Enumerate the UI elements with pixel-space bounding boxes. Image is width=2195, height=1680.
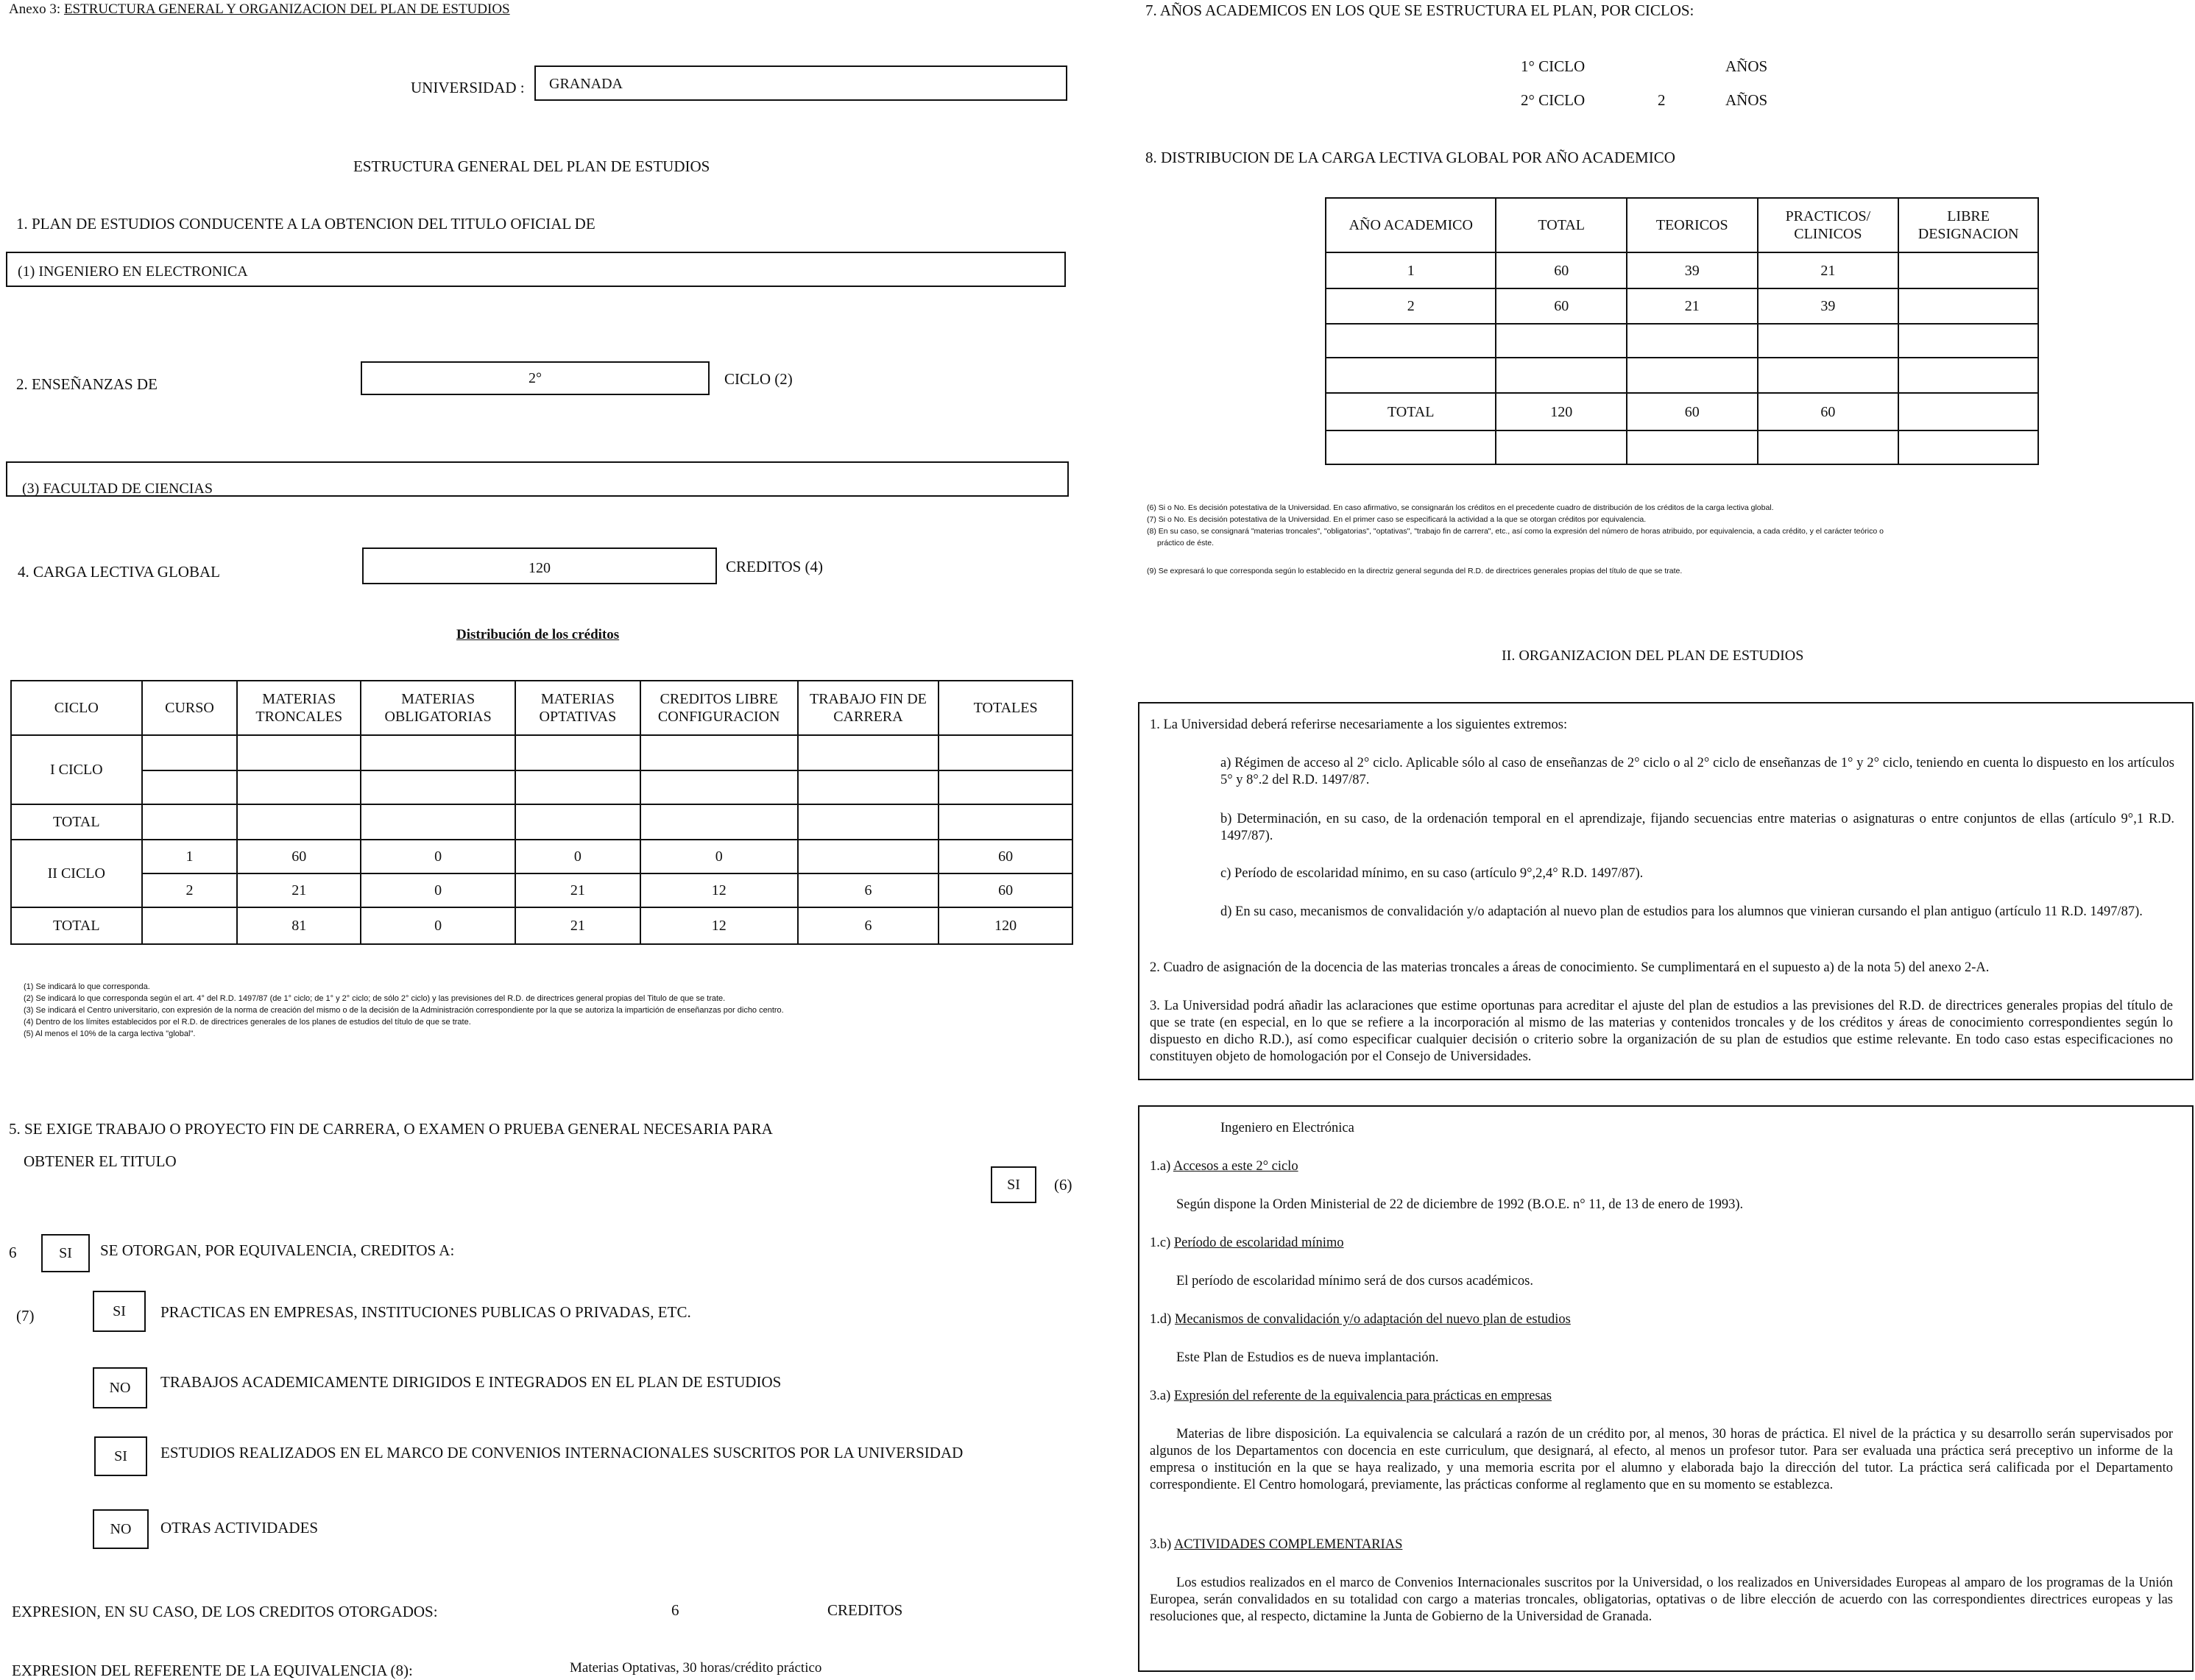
option-box-trabajos bbox=[93, 1367, 147, 1408]
cycle-field bbox=[361, 361, 710, 395]
org-item-b: b) Determinación, en su caso, de la ordenación temporal en el aprendizaje, fijando secuencias entre materias o asignaturas o entre conjuntos de ellas (artículo 9°,1 R.D. 1497/87). bbox=[1220, 812, 2174, 843]
option-box-convenios bbox=[94, 1436, 147, 1476]
table-header-row bbox=[1326, 198, 2038, 252]
footnote: (9) Se expresará lo que corresponda según lo establecido en la directriz general segunda del R.D. de directrices generales propias del título de que se trate. bbox=[1147, 567, 1683, 575]
section-number: 1.d) bbox=[1150, 1312, 1172, 1327]
cycle2-years: AÑOS bbox=[1725, 91, 1768, 109]
org-item-c: c) Período de escolaridad mínimo, en su caso (artículo 9°,2,4° R.D. 1497/87). bbox=[1220, 866, 1644, 881]
table-row bbox=[11, 873, 1072, 907]
footnote: práctico de éste. bbox=[1157, 539, 1215, 547]
table-cell: 0 bbox=[515, 840, 640, 873]
org-item-2: 2. Cuadro de asignación de la docencia de las materias troncales a áreas de conocimiento. Se cumplimentará en el supuesto a) de la nota 5) del anexo 2-A. bbox=[1150, 960, 1990, 975]
ciclo-ii-label: II CICLO bbox=[11, 840, 142, 907]
table-cell: 60 bbox=[1758, 393, 1899, 430]
section-1d-heading bbox=[1150, 1311, 1571, 1328]
org-item-3: 3. La Universidad podrá añadir las aclaraciones que estime oportunas para acreditar el ajuste del plan de estudios a las previsiones del R.D. de directrices generales propias del título de que se trate (en especial, en lo que se refiere a la incorporación al mismo de las materias y contenidos troncales y de los créditos y áreas de conocimiento correspondientes según lo dispuesto en dicho R.D.), así como especificar cualquier decisión o criterio sobre la organización de su plan de estudios que estime relevante. En todo caso estas especificaciones no constituyen objeto de homologación por el Consejo de Universidades. bbox=[1150, 999, 2173, 1064]
cycle1-label: 1° CICLO bbox=[1521, 57, 1586, 75]
university-value: GRANADA bbox=[549, 76, 623, 92]
option-text-trabajos: TRABAJOS ACADEMICAMENTE DIRIGIDOS E INTEGRADOS EN EL PLAN DE ESTUDIOS bbox=[160, 1373, 782, 1391]
final-project-field bbox=[991, 1166, 1036, 1203]
university-label: UNIVERSIDAD : bbox=[411, 79, 525, 96]
load-field bbox=[362, 547, 717, 584]
table-cell: 1 bbox=[1326, 252, 1496, 288]
table-row bbox=[11, 735, 1072, 770]
col-header: TOTALES bbox=[939, 681, 1072, 735]
table-cell bbox=[1898, 288, 2038, 324]
table-cell: 2 bbox=[142, 873, 238, 907]
section4-label: 4. CARGA LECTIVA GLOBAL bbox=[18, 563, 220, 581]
table-cell: 21 bbox=[237, 873, 361, 907]
option-value: SI bbox=[114, 1448, 127, 1464]
annex-prefix: Anexo 3: bbox=[9, 1, 61, 17]
details-title: Ingeniero en Electrónica bbox=[1220, 1121, 1354, 1135]
option-value: NO bbox=[109, 1380, 131, 1396]
section1-heading: 1. PLAN DE ESTUDIOS CONDUCENTE A LA OBTENCION DEL TITULO OFICIAL DE bbox=[16, 215, 595, 233]
org-item-d: d) En su caso, mecanismos de convalidación y/o adaptación al nuevo plan de estudios para los alumnos que vinieran cursando el plan antiguo (artículo 11 R.D. 1497/87). bbox=[1220, 904, 2143, 919]
table-row bbox=[1326, 324, 2038, 358]
structure-heading: ESTRUCTURA GENERAL DEL PLAN DE ESTUDIOS bbox=[353, 157, 710, 175]
section-title: ACTIVIDADES COMPLEMENTARIAS bbox=[1173, 1537, 1403, 1552]
table-cell: 21 bbox=[515, 873, 640, 907]
table-cell: 120 bbox=[1496, 393, 1626, 430]
col-header: MATERIAS TRONCALES bbox=[237, 681, 361, 735]
section-1a-heading bbox=[1150, 1158, 1298, 1175]
section-title: Período de escolaridad mínimo bbox=[1173, 1236, 1344, 1250]
section-number: 3.b) bbox=[1150, 1537, 1172, 1552]
load-value: 120 bbox=[529, 560, 551, 576]
total-i-label: TOTAL bbox=[11, 804, 142, 840]
option-text-practicas: PRACTICAS EN EMPRESAS, INSTITUCIONES PUBLICAS O PRIVADAS, ETC. bbox=[160, 1303, 691, 1321]
table-cell: 0 bbox=[640, 840, 798, 873]
table-header-row bbox=[11, 681, 1072, 735]
table-cell: 39 bbox=[1627, 252, 1758, 288]
equivalence-value: SI bbox=[59, 1245, 72, 1261]
option-value: NO bbox=[110, 1521, 132, 1537]
table-cell: 60 bbox=[1496, 288, 1626, 324]
col-header: CICLO bbox=[11, 681, 142, 735]
col-header: TEORICOS bbox=[1627, 198, 1758, 252]
section-1a-text: Según dispone la Orden Ministerial de 22 de diciembre de 1992 (B.O.E. n° 11, de 13 de enero de 1993). bbox=[1176, 1197, 1744, 1212]
option-text-otras: OTRAS ACTIVIDADES bbox=[160, 1519, 319, 1537]
table-cell: 0 bbox=[361, 873, 515, 907]
table-row bbox=[11, 907, 1072, 944]
cycle2-label: 2° CICLO bbox=[1521, 91, 1586, 109]
section-3b-heading bbox=[1150, 1537, 1402, 1553]
faculty-value: (3) FACULTAD DE CIENCIAS bbox=[22, 481, 213, 497]
plan-details-panel bbox=[1138, 1105, 2194, 1672]
table-row bbox=[1326, 358, 2038, 393]
table-cell: 1 bbox=[142, 840, 238, 873]
table-cell: 12 bbox=[640, 907, 798, 944]
section2-label: 2. ENSEÑANZAS DE bbox=[16, 375, 158, 393]
option-value: SI bbox=[113, 1303, 126, 1319]
distribution-title: Distribución de los créditos bbox=[456, 627, 620, 642]
credits-expression-label: EXPRESION, EN SU CASO, DE LOS CREDITOS OTORGADOS: bbox=[12, 1603, 438, 1620]
annex-title: ESTRUCTURA GENERAL Y ORGANIZACION DEL PLAN DE ESTUDIOS bbox=[63, 1, 510, 17]
cycle-suffix: CICLO (2) bbox=[724, 370, 793, 388]
table-cell: 21 bbox=[515, 907, 640, 944]
note-6: (6) bbox=[1054, 1176, 1072, 1194]
equivalence-text: SE OTORGAN, POR EQUIVALENCIA, CREDITOS A: bbox=[100, 1241, 455, 1259]
table-cell: 60 bbox=[1496, 252, 1626, 288]
section7-heading: 7. AÑOS ACADEMICOS EN LOS QUE SE ESTRUCTURA EL PLAN, POR CICLOS: bbox=[1145, 1, 1694, 19]
footnote: (8) En su caso, se consignará "materias troncales", "obligatorias", "optativas", "trabajo fin de carrera", etc., así como la expresión del número de horas atribuido, por equivalencia, a cada crédito, y el carácter teórico o bbox=[1147, 527, 1884, 536]
section8-heading: 8. DISTRIBUCION DE LA CARGA LECTIVA GLOBAL POR AÑO ACADEMICO bbox=[1145, 149, 1675, 166]
table-cell: 60 bbox=[939, 840, 1072, 873]
table-cell: 120 bbox=[939, 907, 1072, 944]
ciclo-i-label: I CICLO bbox=[11, 735, 142, 804]
section-3a-heading bbox=[1150, 1388, 1552, 1405]
section-title: Accesos a este 2° ciclo bbox=[1173, 1159, 1298, 1174]
credits-distribution-table bbox=[10, 680, 1073, 945]
faculty-field bbox=[6, 461, 1069, 497]
table-cell: 39 bbox=[1758, 288, 1899, 324]
section-title: Mecanismos de convalidación y/o adaptación del nuevo plan de estudios bbox=[1174, 1312, 1571, 1327]
table-row bbox=[1326, 288, 2038, 324]
footnote: (6) Si o No. Es decisión potestativa de la Universidad. En caso afirmativo, se consignarán los créditos en el precedente cuadro de distribución de los créditos de la carga lectiva global. bbox=[1147, 503, 1774, 512]
cycle-value: 2° bbox=[529, 370, 542, 386]
table-cell: 12 bbox=[640, 873, 798, 907]
table-row bbox=[1326, 252, 2038, 288]
option-box-practicas bbox=[93, 1291, 146, 1332]
table-row bbox=[11, 840, 1072, 873]
cycle1-years: AÑOS bbox=[1725, 57, 1768, 75]
table-row bbox=[11, 804, 1072, 840]
final-project-value: SI bbox=[1007, 1177, 1020, 1193]
university-field bbox=[534, 65, 1067, 101]
option-box-otras bbox=[93, 1509, 149, 1549]
option-text-convenios: ESTUDIOS REALIZADOS EN EL MARCO DE CONVENIOS INTERNACIONALES SUSCRITOS POR LA UNIVERSIDAD bbox=[160, 1444, 964, 1461]
table-cell bbox=[142, 907, 238, 944]
col-header: AÑO ACADEMICO bbox=[1326, 198, 1496, 252]
section-number: 1.c) bbox=[1150, 1236, 1171, 1250]
section-title: Expresión del referente de la equivalencia para prácticas en empresas bbox=[1173, 1389, 1552, 1403]
degree-value: (1) INGENIERO EN ELECTRONICA bbox=[18, 263, 248, 280]
table-cell bbox=[1898, 252, 2038, 288]
footnote: (7) Si o No. Es decisión potestativa de la Universidad. En el primer caso se especificará la actividad a la que se otorgan créditos por equivalencia. bbox=[1147, 515, 1647, 524]
col-header: CREDITOS LIBRE CONFIGURACION bbox=[640, 681, 798, 735]
organization-heading: II. ORGANIZACION DEL PLAN DE ESTUDIOS bbox=[1502, 648, 1804, 664]
equivalence-field bbox=[41, 1234, 90, 1272]
table-cell: 21 bbox=[1758, 252, 1899, 288]
section6-number: 6 bbox=[9, 1244, 17, 1261]
equivalence-reference-label: EXPRESION DEL REFERENTE DE LA EQUIVALENCIA (8): bbox=[12, 1662, 413, 1679]
table-cell bbox=[1898, 393, 2038, 430]
total-row-label: TOTAL bbox=[11, 907, 142, 944]
cycle2-value: 2 bbox=[1658, 91, 1666, 109]
table-cell: 0 bbox=[361, 907, 515, 944]
footnote: (1) Se indicará lo que corresponda. bbox=[24, 982, 150, 991]
table-cell: 21 bbox=[1627, 288, 1758, 324]
table-row bbox=[11, 770, 1072, 804]
load-per-year-table bbox=[1325, 197, 2039, 465]
section-number: 1.a) bbox=[1150, 1159, 1171, 1174]
table-cell: 60 bbox=[237, 840, 361, 873]
section-3a-text: Materias de libre disposición. La equivalencia se calculará a razón de un crédito por, al menos, 30 horas de práctica. El nivel de la práctica y su desarrollo serán supervisados por algunos de los Departamentos con docencia en este curriculum, que designará, al efecto, al menos un profesor tutor. Para ser evaluada una práctica será preceptivo un informe de la empresa o institución en la que se haya realizado, y una memoria escrita por el alumno y elaborada bajo la dirección del tutor. La práctica será calificada por el Departamento correspondiente. El Centro homologará, previamente, las prácticas conforme al reglamento que en su momento se establezca. bbox=[1150, 1427, 2173, 1492]
table-cell bbox=[798, 840, 939, 873]
table-cell: 2 bbox=[1326, 288, 1496, 324]
col-header: MATERIAS OBLIGATORIAS bbox=[361, 681, 515, 735]
section-1c-heading bbox=[1150, 1235, 1344, 1252]
credits-expression-unit: CREDITOS bbox=[827, 1601, 903, 1619]
annex-header bbox=[9, 1, 510, 18]
col-header: MATERIAS OPTATIVAS bbox=[515, 681, 640, 735]
table-row bbox=[1326, 393, 2038, 430]
table-cell: 0 bbox=[361, 840, 515, 873]
section-number: 3.a) bbox=[1150, 1389, 1171, 1403]
note-7: (7) bbox=[16, 1307, 35, 1325]
table-cell: 6 bbox=[798, 873, 939, 907]
table-row bbox=[1326, 430, 2038, 464]
credits-expression-value: 6 bbox=[671, 1601, 679, 1619]
col-header: TRABAJO FIN DE CARRERA bbox=[798, 681, 939, 735]
section5-line1: 5. SE EXIGE TRABAJO O PROYECTO FIN DE CARRERA, O EXAMEN O PRUEBA GENERAL NECESARIA PARA bbox=[9, 1120, 773, 1138]
section-3b-text: Los estudios realizados en el marco de Convenios Internacionales suscritos por la Universidad, o los realizados en Universidades Europeas al amparo de los programas de la Unión Europea, serán convalidados en su totalidad con cargo a materias troncales, obligatorias, optativas o de libre elección de acuerdo con las correspondientes directrices europeas y las resoluciones que, al respecto, dictamine la Junta de Gobierno de la Universidad de Granada. bbox=[1150, 1576, 2173, 1624]
load-suffix: CREDITOS (4) bbox=[726, 558, 824, 575]
equivalence-reference-value: Materias Optativas, 30 horas/crédito práctico bbox=[570, 1660, 822, 1676]
col-header: LIBRE DESIGNACION bbox=[1898, 198, 2038, 252]
footnote: (5) Al menos el 10% de la carga lectiva "global". bbox=[24, 1029, 196, 1038]
organization-instructions-panel bbox=[1138, 702, 2194, 1080]
table-cell: 6 bbox=[798, 907, 939, 944]
table-cell: 60 bbox=[1627, 393, 1758, 430]
footnote: (2) Se indicará lo que corresponda según el art. 4° del R.D. 1497/87 (de 1° ciclo; de 1° y 2° ciclo; de sólo 2° ciclo) y las previsiones del R.D. de directrices general propias del Titulo de que se trate. bbox=[24, 994, 726, 1003]
table-cell: 81 bbox=[237, 907, 361, 944]
col-header: TOTAL bbox=[1496, 198, 1626, 252]
section5-line2: OBTENER EL TITULO bbox=[24, 1152, 177, 1170]
table-cell: 60 bbox=[939, 873, 1072, 907]
col-header: CURSO bbox=[142, 681, 238, 735]
footnote: (4) Dentro de los límites establecidos por el R.D. de directrices generales de los planes de estudios del título de que se trate. bbox=[24, 1018, 471, 1027]
org-item-a: a) Régimen de acceso al 2° ciclo. Aplicable sólo al caso de enseñanzas de 2° ciclo o al 2° ciclo de enseñanzas de 1° y 2° ciclo, teniendo en cuenta lo dispuesto en los artículos 5° y 8°.2 del R.D. 1497/87. bbox=[1220, 756, 2174, 787]
col-header: PRACTICOS/ CLINICOS bbox=[1758, 198, 1899, 252]
org-intro: 1. La Universidad deberá referirse necesariamente a los siguientes extremos: bbox=[1150, 717, 1568, 732]
degree-field bbox=[6, 252, 1066, 287]
table-cell: TOTAL bbox=[1326, 393, 1496, 430]
section-1c-text: El período de escolaridad mínimo será de dos cursos académicos. bbox=[1176, 1274, 1533, 1289]
section-1d-text: Este Plan de Estudios es de nueva implantación. bbox=[1176, 1350, 1439, 1365]
footnote: (3) Se indicará el Centro universitario, con expresión de la norma de creación del mismo o de la decisión de la Administración correspondiente por la que se autoriza la impartición de enseñanzas por dicho centro. bbox=[24, 1006, 784, 1015]
